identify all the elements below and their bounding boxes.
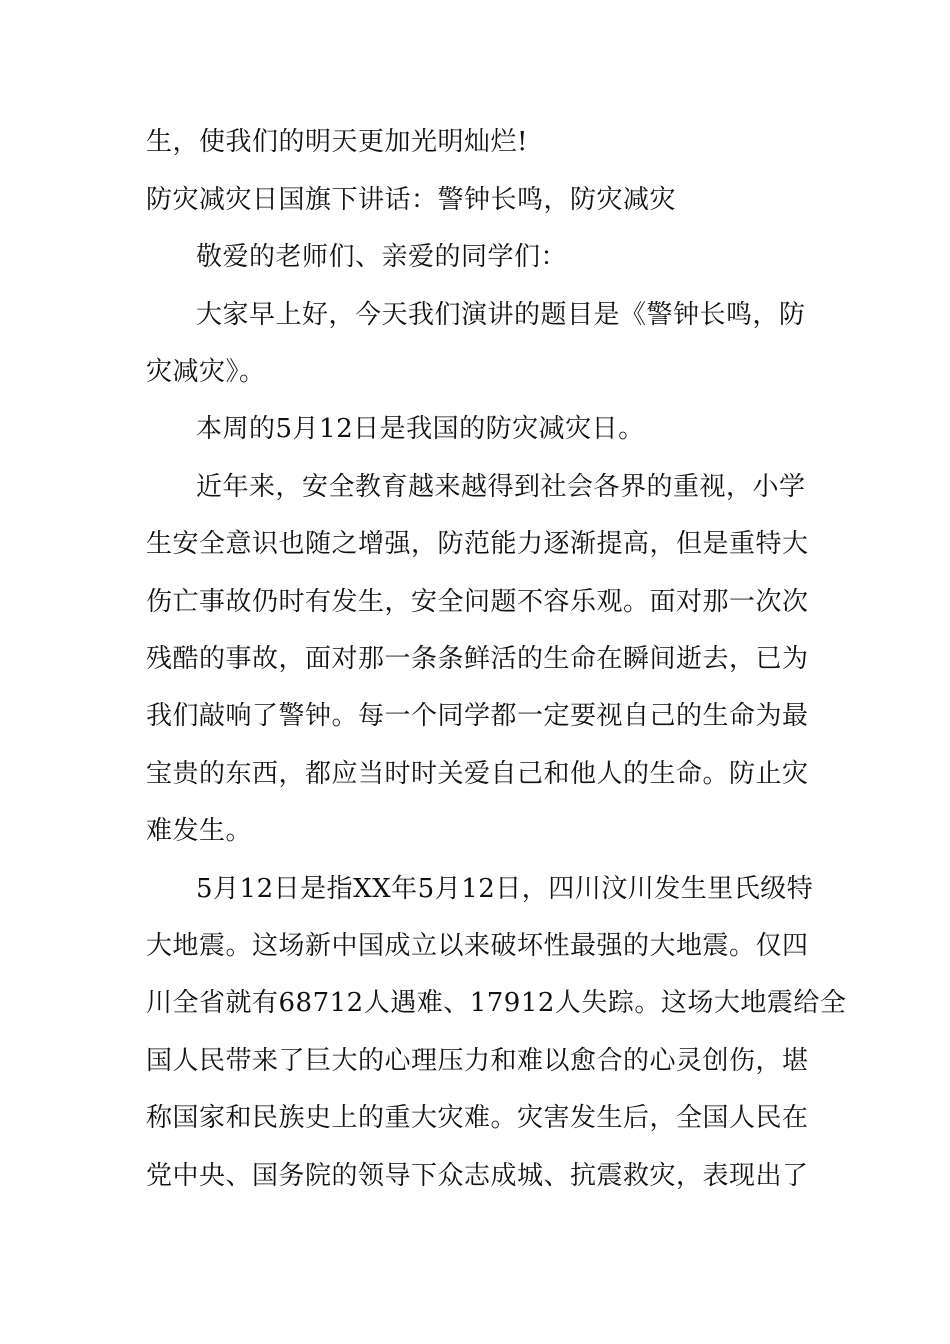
text-line: 党中央、国务院的领导下众志成城、抗震救灾，表现出了	[146, 1161, 809, 1191]
text-line: 生安全意识也随之增强，防范能力逐渐提高，但是重特大	[146, 529, 809, 559]
text-line: 残酷的事故，面对那一条条鲜活的生命在瞬间逝去，已为	[146, 644, 809, 674]
text-line: 灾减灾》。	[146, 357, 266, 387]
section-heading: 防灾减灾日国旗下讲话：警钟长鸣，防灾减灾	[146, 185, 677, 215]
salutation: 敬爱的老师们、亲爱的同学们：	[196, 242, 568, 272]
text-line: 宝贵的东西，都应当时时关爱自己和他人的生命。防止灾	[146, 759, 809, 789]
text-line: 大家早上好，今天我们演讲的题目是《警钟长鸣，防	[196, 300, 806, 330]
text-line: 称国家和民族史上的重大灾难。灾害发生后，全国人民在	[146, 1103, 809, 1133]
text-line: 难发生。	[146, 816, 253, 846]
text-line: 5月12日是指XX年5月12日，四川汶川发生里氏级特	[196, 874, 814, 904]
text-line: 我们敲响了警钟。每一个同学都一定要视自己的生命为最	[146, 701, 809, 731]
text-line: 大地震。这场新中国成立以来破坏性最强的大地震。仅四	[146, 931, 809, 961]
text-line: 本周的5月12日是我国的防灾减灾日。	[196, 414, 645, 444]
text-line: 近年来，安全教育越来越得到社会各界的重视，小学	[196, 472, 806, 502]
text-line: 生，使我们的明天更加光明灿烂!	[146, 127, 528, 157]
text-line: 川全省就有68712人遇难、17912人失踪。这场大地震给全	[146, 988, 847, 1018]
text-line: 伤亡事故仍时有发生，安全问题不容乐观。面对那一次次	[146, 587, 809, 617]
text-line: 国人民带来了巨大的心理压力和难以愈合的心灵创伤，堪	[146, 1046, 809, 1076]
